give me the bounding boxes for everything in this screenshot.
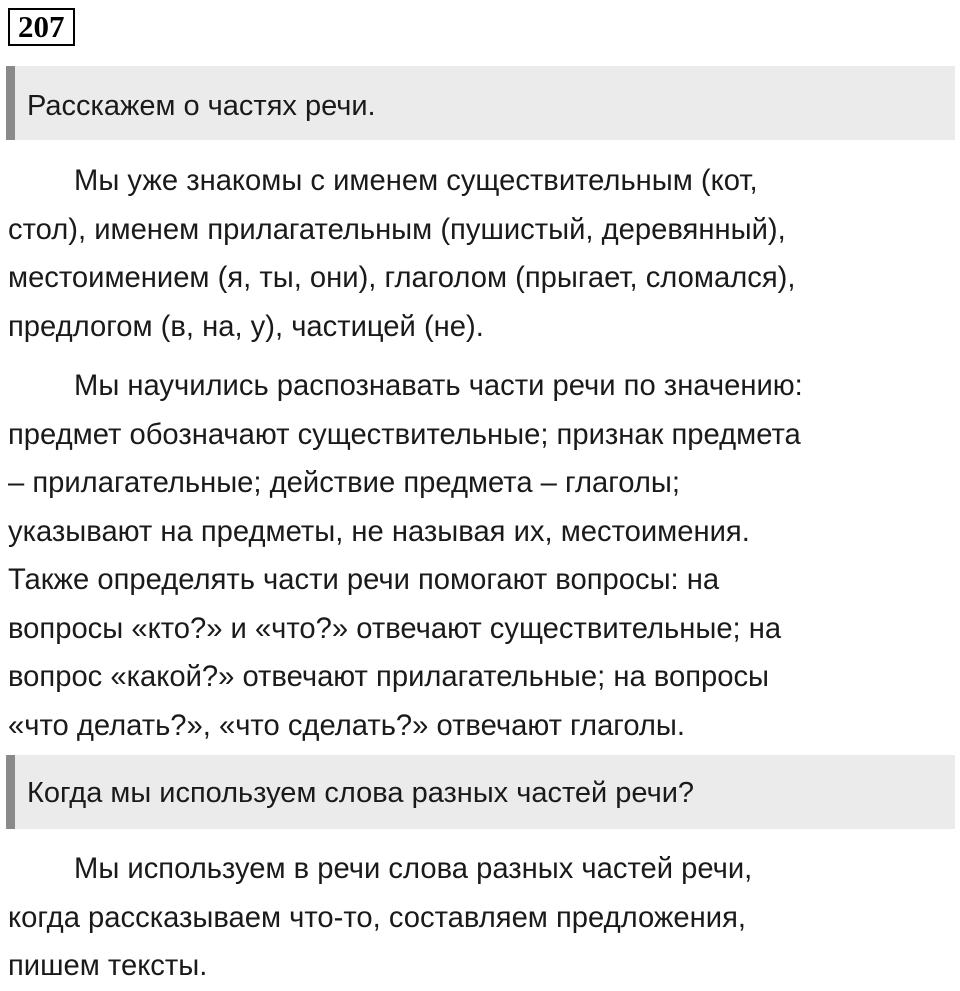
answer-paragraph-recognition xyxy=(8,362,953,750)
paragraph-line: «что делать?», «что сделать?» отвечают глаголы. xyxy=(8,709,686,742)
question-heading-when-used: Когда мы используем слова разных частей речи? xyxy=(6,755,955,829)
paragraph-line: указывают на предметы, не называя их, местоимения. xyxy=(8,515,750,548)
paragraph-line: – прилагательные; действие предмета – глаголы; xyxy=(8,467,681,499)
paragraph-line: Также определять части речи помогают вопросы: на xyxy=(8,564,720,596)
paragraph-line: предмет обозначают существительные; признак предмета xyxy=(8,418,801,451)
paragraph-line: стол), именем прилагательным (пушистый, деревянный), xyxy=(8,213,786,246)
paragraph-line: Мы используем в речи слова разных частей речи, xyxy=(74,853,753,885)
paragraph-line: вопросы «кто?» и «что?» отвечают существительные; на xyxy=(8,612,782,645)
answer-paragraph-usage xyxy=(8,845,953,991)
paragraph-line: местоимением (я, ты, они), глаголом (прыгает, сломался), xyxy=(8,262,796,294)
paragraph-line: когда рассказываем что-то, составляем предложения, xyxy=(8,901,746,934)
paragraph-line: Мы уже знакомы с именем существительным (кот, xyxy=(74,165,758,197)
paragraph-line: Мы научились распознавать части речи по значению: xyxy=(74,370,803,402)
exercise-number: 207 xyxy=(8,8,75,46)
answer-paragraph-known-parts xyxy=(8,157,953,351)
paragraph-line: вопрос «какой?» отвечают прилагательные; на вопросы xyxy=(8,661,770,693)
paragraph-line: предлогом (в, на, у), частицей (не). xyxy=(8,310,484,343)
question-heading-parts-of-speech: Расскажем о частях речи. xyxy=(6,66,955,140)
paragraph-line: пишем тексты. xyxy=(8,950,208,982)
